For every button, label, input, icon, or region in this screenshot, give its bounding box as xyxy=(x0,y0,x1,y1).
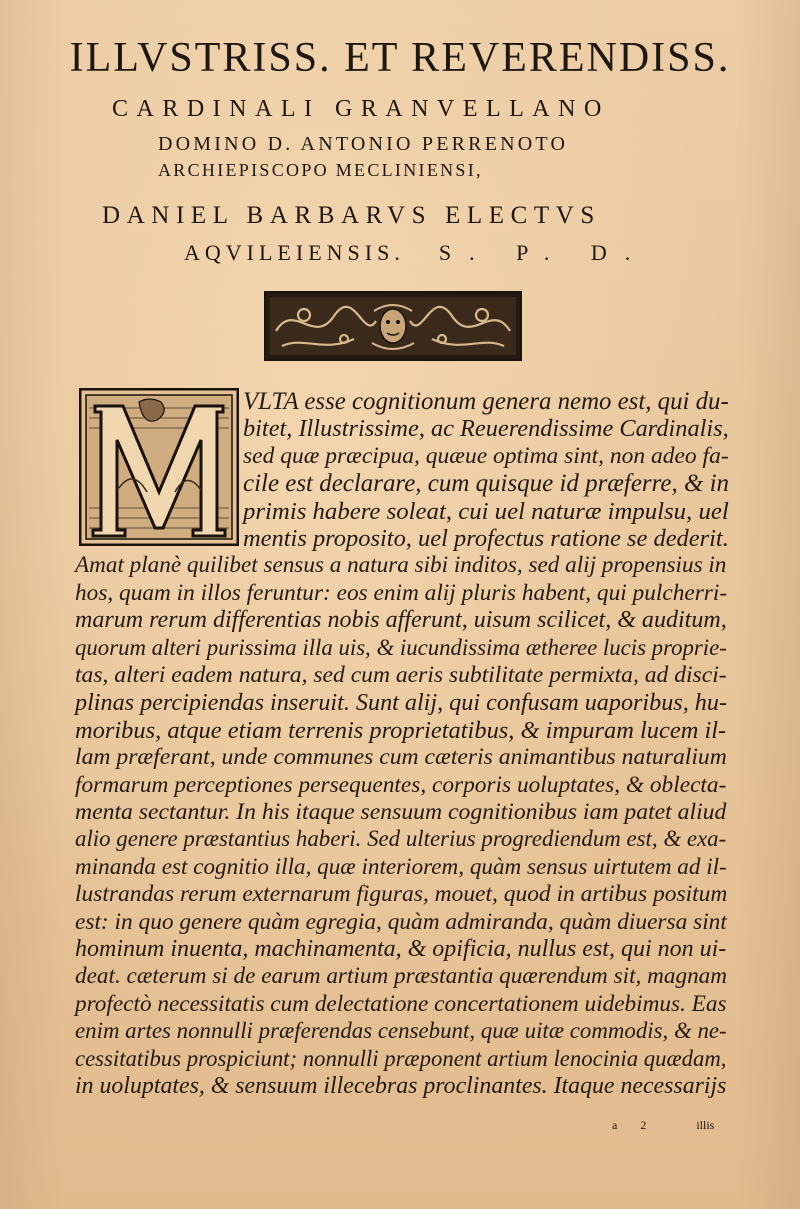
text-line: hominum inuenta, machinamenta, & opificia, nullus est, qui non ui- xyxy=(75,936,727,962)
text-line: cile est declarare, cum quisque id præferre, & in xyxy=(243,470,730,498)
catchword: illis xyxy=(696,1118,715,1132)
folio-marks xyxy=(612,1118,714,1133)
text-line: primis habere soleat, cui uel naturæ impulsu, uel xyxy=(243,497,729,525)
text-line: lustrandas rerum externarum figuras, mouet, quod in artibus positum xyxy=(75,881,728,908)
text-line: Amat planè quilibet sensus a natura sibi inditos, sed alij propensius in xyxy=(75,552,727,579)
text-line: VLTA esse cognitionum genera nemo est, qui du- xyxy=(243,388,729,415)
page-title: ILLVSTRISS. ET REVERENDISS. xyxy=(69,35,731,81)
text-line: cessitatibus prospiciunt; nonnulli præponent artium lenocinia quædam, xyxy=(75,1045,727,1071)
text-line: plinas percipiendas inseruit. Sunt alij, qui confusam uaporibus, hu- xyxy=(75,689,727,717)
text-line: formarum perceptiones persequentes, corporis uoluptates, & oblecta- xyxy=(75,771,727,798)
signature-mark: a 2 xyxy=(612,1118,657,1132)
text-line: marum rerum differentias nobis afferunt, uisum scilicet, & auditum, xyxy=(75,607,727,634)
text-line: hos, quam in illos feruntur: eos enim alij pluris habent, qui pulcherri- xyxy=(75,579,728,606)
text-line: quorum alteri purissima illa uis, & iucundissima ætheree lucis proprie- xyxy=(75,634,727,660)
text-line: moribus, atque etiam terrenis proprietatibus, & impuram lucem il- xyxy=(75,716,727,744)
decorated-initial-m xyxy=(79,388,239,546)
text-line: deat. cæterum si de earum artium præstantia quærendum sit, magnam xyxy=(75,963,728,990)
text-line: sed quæ præcipua, quæue optima sint, non adeo fa- xyxy=(243,442,729,469)
text-line: in uoluptates, & sensuum illecebras proclinantes. Itaque necessarijs xyxy=(75,1073,727,1099)
text-line: bitet, Illustrissime, ac Reuerendissime Cardinalis, xyxy=(243,415,729,443)
text-line: minanda est cognitio illa, quæ interiorem, quàm sensus uirtutem ad il- xyxy=(75,853,727,880)
text-line: lam præferant, unde communes cum cæteris animantibus naturalium xyxy=(75,744,727,771)
see-name: AQVILEIENSIS. xyxy=(184,240,405,265)
text-line: est: in quo genere quàm egregia, quàm admiranda, quàm diuersa sint xyxy=(75,908,727,935)
text-line: mentis proposito, uel profectus ratione se dederit. xyxy=(243,525,729,552)
woodcut-headpiece xyxy=(264,291,522,361)
text-line: profectò necessitatis cum delectatione concertationem uidebimus. Eas xyxy=(75,990,727,1017)
text-line: menta sectantur. In his itaque sensuum cognitionibus iam patet aliud xyxy=(75,799,727,825)
author-see-line xyxy=(184,240,648,266)
text-line: tas, alteri eadem natura, sed cum aeris subtilitate permixta, ad disci- xyxy=(75,662,727,688)
dedication-line-domino: DOMINO D. ANTONIO PERRENOTO xyxy=(158,133,569,155)
text-line: alio genere præstantius haberi. Sed ulterius progrediendum est, & exa- xyxy=(75,826,727,852)
dedication-line-cardinal: CARDINALI GRANVELLANO xyxy=(112,96,610,122)
dedication-line-archbishop: ARCHIEPISCOPO MECLINIENSI, xyxy=(158,160,483,180)
text-line: enim artes nonnulli præferendas censebunt, quæ uitæ commodis, & ne- xyxy=(75,1018,727,1044)
salutation: S. P. D. xyxy=(438,240,649,265)
author-line: DANIEL BARBARVS ELECTVS xyxy=(102,202,601,229)
